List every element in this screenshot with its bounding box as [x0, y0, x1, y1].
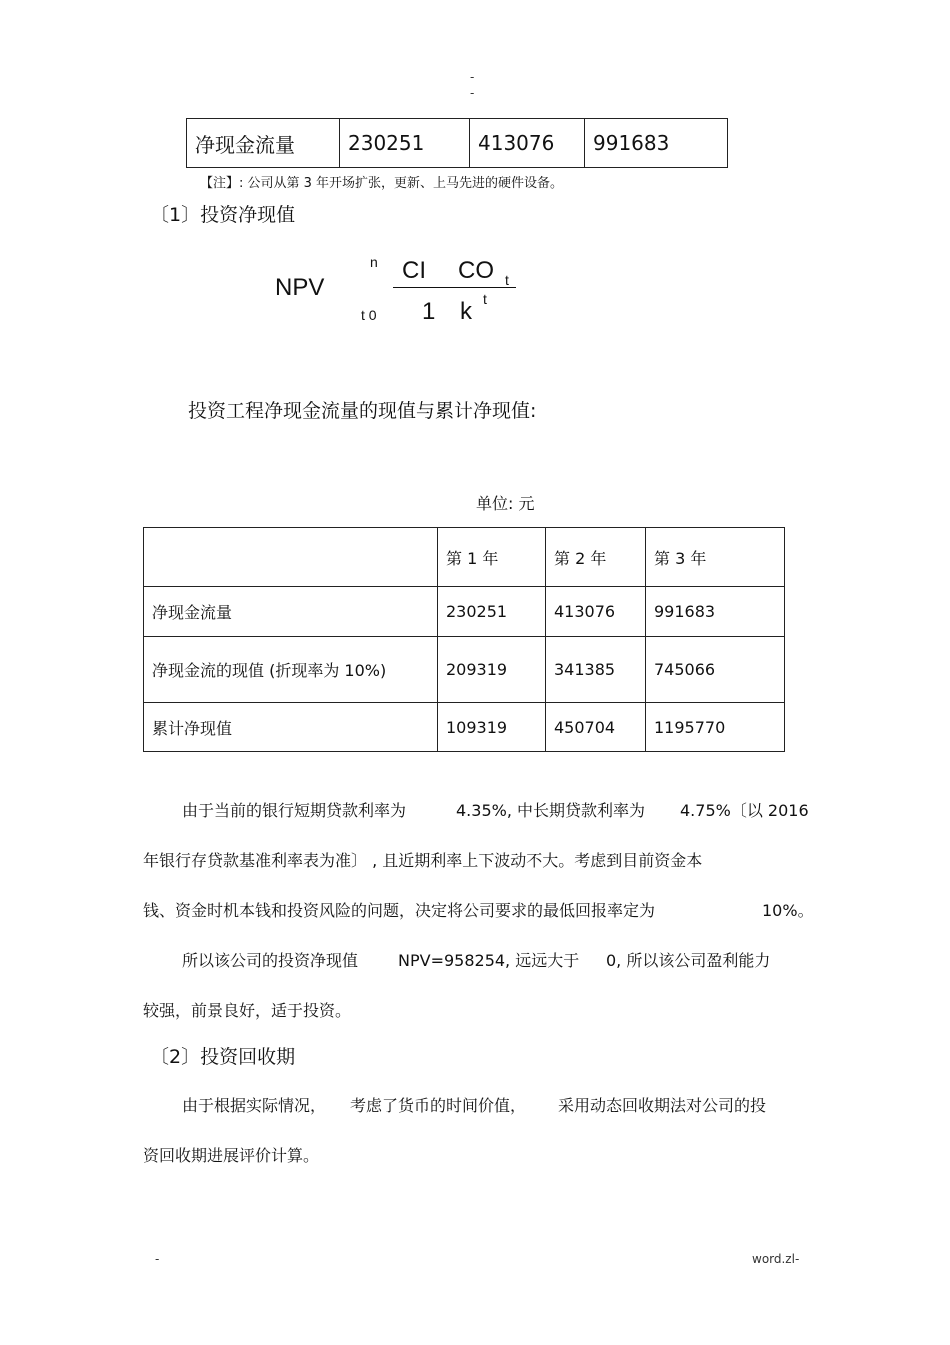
- table-cell: 109319: [438, 703, 546, 752]
- table-cell: 净现金流量: [144, 587, 438, 637]
- paragraph-text: 年银行存贷款基准利率表为准〕 , 且近期利率上下波动不大。考虑到目前资金本: [143, 851, 703, 870]
- top-cashflow-table: [186, 118, 728, 168]
- table-row: [144, 587, 785, 637]
- table-cell: 1195770: [646, 703, 785, 752]
- header-mark: -: [470, 86, 475, 100]
- header-mark: -: [470, 70, 475, 84]
- paragraph-text: 4.35%, 中长期贷款利率为: [456, 801, 646, 820]
- paragraph-text: 资回收期进展评价计算。: [143, 1146, 320, 1165]
- paragraph-text: 4.75%〔以 2016: [680, 801, 809, 820]
- paragraph-text: 采用动态回收期法对公司的投: [558, 1096, 767, 1115]
- paragraph-text: 钱、资金时机本钱和投资风险的问题，决定将公司要求的最低回报率定为: [143, 901, 656, 920]
- table-row: [187, 119, 728, 168]
- npv-table: [143, 527, 785, 752]
- paragraph-text: 0, 所以该公司盈利能力: [606, 951, 771, 970]
- table-header-cell: 第 3 年: [646, 528, 785, 587]
- table-row: [144, 703, 785, 752]
- paragraph-text: 较强，前景良好，适于投资。: [143, 1001, 352, 1020]
- paragraph-text: NPV=958254, 远远大于: [398, 951, 580, 970]
- table-row: [144, 637, 785, 703]
- table-header-cell: 第 1 年: [438, 528, 546, 587]
- formula-t-sup: t: [483, 291, 487, 307]
- table-header-cell: 第 2 年: [546, 528, 646, 587]
- footer-right: word.zl-: [752, 1252, 800, 1266]
- formula-k: k: [460, 298, 472, 325]
- formula-one: 1: [422, 298, 436, 325]
- table-cell: 413076: [470, 119, 585, 168]
- table-header-cell: [144, 528, 438, 587]
- table-cell: 净现金流量: [187, 119, 340, 168]
- table-cell: 净现金流的现值 (折现率为 10%): [144, 637, 438, 703]
- unit-label: 单位: 元: [476, 494, 535, 513]
- table-caption: 投资工程净现金流量的现值与累计净现值:: [188, 400, 537, 422]
- paragraph-text: 所以该公司的投资净现值: [182, 951, 359, 970]
- table-cell: 991683: [585, 119, 728, 168]
- formula-t0: t 0: [361, 307, 377, 323]
- footer-left: -: [155, 1252, 160, 1266]
- table-cell: 209319: [438, 637, 546, 703]
- table-row: [144, 528, 785, 587]
- formula-t-sub: t: [505, 272, 509, 288]
- formula-npv: NPV: [275, 274, 325, 301]
- formula-ci: CI: [402, 257, 426, 284]
- formula-n: n: [370, 254, 378, 270]
- section-title: 〔2〕投资回收期: [150, 1046, 296, 1068]
- paragraph-text: 由于当前的银行短期贷款利率为: [182, 801, 407, 820]
- table-cell: 累计净现值: [144, 703, 438, 752]
- table-cell: 413076: [546, 587, 646, 637]
- table-cell: 745066: [646, 637, 785, 703]
- paragraph-text: 由于根据实际情况，: [182, 1096, 327, 1115]
- table-cell: 341385: [546, 637, 646, 703]
- table-cell: 230251: [438, 587, 546, 637]
- paragraph-text: 考虑了货币的时间价值，: [350, 1096, 527, 1115]
- formula-fraction-bar: [393, 287, 516, 288]
- table-cell: 450704: [546, 703, 646, 752]
- table-cell: 991683: [646, 587, 785, 637]
- table-cell: 230251: [340, 119, 470, 168]
- section-title: 〔1〕投资净现值: [150, 204, 296, 226]
- formula-co: CO: [458, 257, 494, 284]
- paragraph-text: 10%。: [762, 901, 814, 920]
- table-note: 【注】: 公司从第 3 年开场扩张，更新、上马先进的硬件设备。: [200, 176, 564, 191]
